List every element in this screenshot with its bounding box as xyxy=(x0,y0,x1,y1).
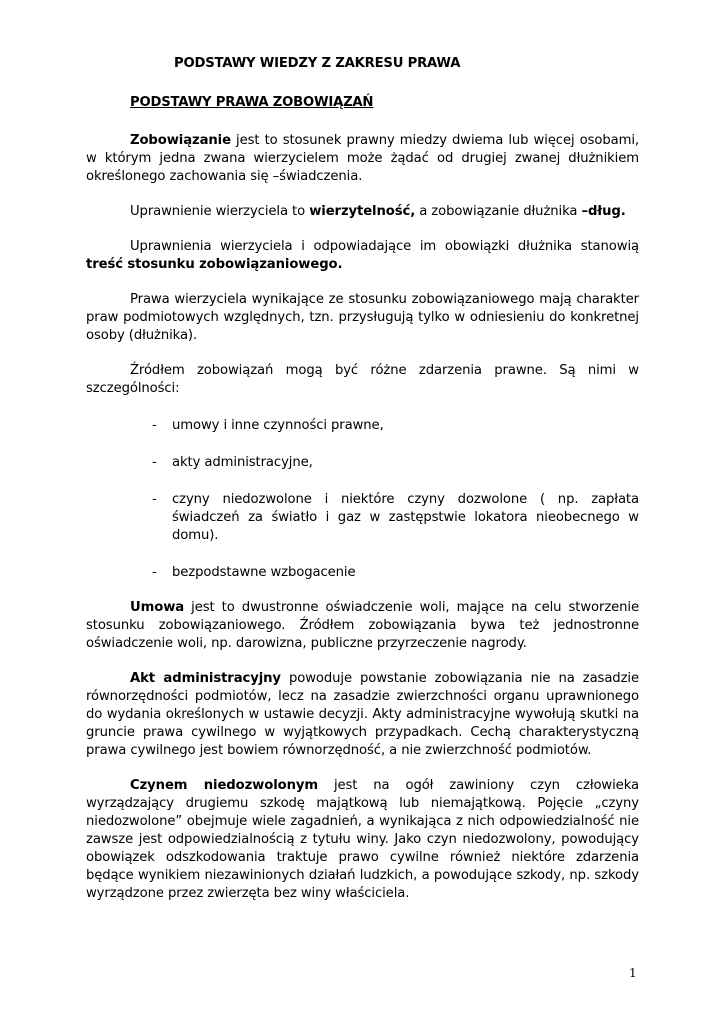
paragraph-text: a zobowiązanie dłużnika xyxy=(415,204,582,219)
paragraph-tort xyxy=(86,777,639,903)
section-heading: PODSTAWY PRAWA ZOBOWIĄZAŃ xyxy=(130,95,374,110)
paragraph-sources: Źródłem zobowiązań mogą być różne zdarzenia prawne. Są nimi w szczególności: xyxy=(86,363,639,396)
term-tresc-stosunku: treść stosunku zobowiązaniowego. xyxy=(86,257,343,272)
list-item xyxy=(86,454,639,472)
list-item xyxy=(86,417,639,435)
list-dash: - xyxy=(152,565,157,580)
paragraph-administrative-act xyxy=(86,670,639,760)
paragraph-content-of-relation xyxy=(86,238,639,274)
term-dlug: –dług. xyxy=(581,204,626,219)
list-item-text: akty administracyjne, xyxy=(172,455,313,470)
list-item-text: czyny niedozwolone i niektóre czyny dozwolone ( np. zapłata świadczeń za światło i gaz w zastępstwie lokatora nieobecnego w domu). xyxy=(172,492,639,543)
document-page xyxy=(86,56,639,903)
paragraph-contract xyxy=(86,599,639,653)
paragraph-text: jest na ogół zawiniony czyn człowieka wyrządzający drugiemu szkodę majątkową lub niemajątkową. Pojęcie „czyny niedozwolone” obejmuje wiele zagadnień, a wynikająca z nich odpowiedzialność nie zawsze jest odpowiedzialnością z tytułu winy. Jako czyn niedozwolony, powodujący obowiązek odszkodowania traktuje prawo cywilne również niektóre zdarzenia będące wynikiem niezawinionych działań ludzkich, a powodujące szkody, np. szkody wyrządzone przez zwierzęta bez winy właściciela. xyxy=(86,778,639,901)
list-item-text: umowy i inne czynności prawne, xyxy=(172,418,384,433)
term-akt-administracyjny: Akt administracyjny xyxy=(130,671,281,686)
sources-list xyxy=(86,417,639,582)
term-umowa: Umowa xyxy=(130,600,185,615)
list-dash: - xyxy=(152,455,157,470)
term-zobowiazanie: Zobowiązanie xyxy=(130,133,231,148)
paragraph-text: jest to stosunek prawny miedzy dwiema lub więcej osobami, w którym jedna zwana wierzycielem może żądać od drugiej zwanej dłużnikiem określonego zachowania się –świadczenia. xyxy=(86,133,639,184)
paragraph-creditor-right xyxy=(86,203,639,221)
list-item xyxy=(86,564,639,582)
page-number: 1 xyxy=(629,966,637,980)
term-czyn-niedozwolony: Czynem niedozwolonym xyxy=(130,778,319,793)
paragraph-obligation-definition xyxy=(86,132,639,186)
list-dash: - xyxy=(152,418,157,433)
paragraph-text: Uprawnienie wierzyciela to xyxy=(130,204,310,219)
list-dash: - xyxy=(152,492,157,507)
list-item-text: bezpodstawne wzbogacenie xyxy=(172,565,356,580)
term-wierzytelnosc: wierzytelność, xyxy=(309,204,416,219)
paragraph-text: powoduje powstanie zobowiązania nie na zasadzie równorzędności podmiotów, lecz na zasadzie zwierzchności organu uprawnionego do wydania określonych w ustawie decyzji. Akty administracyjne wywołują skutki na gruncie prawa cywilnego w wyjątkowych przypadkach. Cechą charakterystyczną prawa cywilnego jest bowiem równorzędność, a nie zwierzchność podmiotów. xyxy=(86,671,639,758)
document-title: PODSTAWY WIEDZY Z ZAKRESU PRAWA xyxy=(174,56,461,71)
paragraph-text: Uprawnienia wierzyciela i odpowiadające im obowiązki dłużnika stanowią xyxy=(130,239,639,254)
list-item xyxy=(86,491,639,545)
paragraph-text: jest to dwustronne oświadczenie woli, mające na celu stworzenie stosunku zobowiązaniowego. Źródłem zobowiązania bywa też jednostronne oświadczenie woli, np. darowizna, publiczne przyrzeczenie nagrody. xyxy=(86,600,639,651)
paragraph-relative-rights: Prawa wierzyciela wynikające ze stosunku zobowiązaniowego mają charakter praw podmiotowych względnych, tzn. przysługują tylko w odniesieniu do konkretnej osoby (dłużnika). xyxy=(86,292,639,343)
